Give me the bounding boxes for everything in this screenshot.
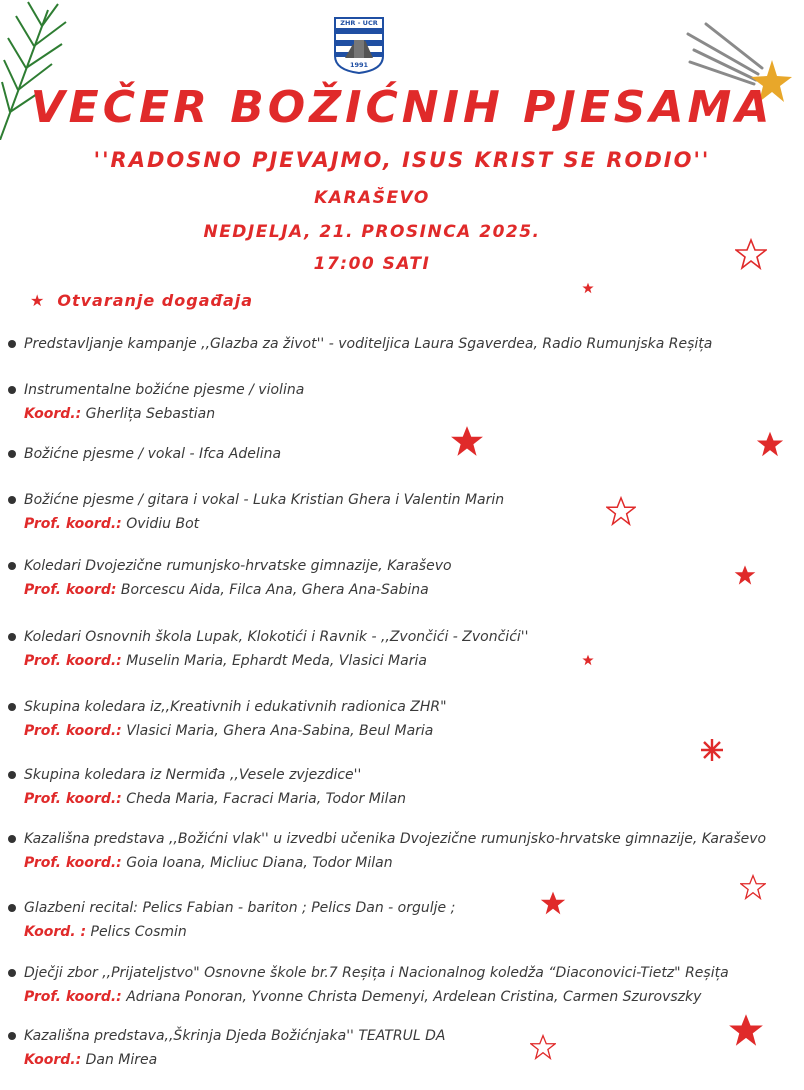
zhr-ucr-logo (333, 16, 385, 74)
coordinator-names: Adriana Ponoran, Yvonne Christa Demenyi, Ardelean Cristina, Carmen Szurovszky (121, 989, 702, 1005)
small-star-icon (582, 654, 594, 666)
program-item-title: Koledari Dvojezične rumunjsko-hrvatske gimnazije, Karaševo (24, 558, 452, 574)
subtitle: ''RADOSNO PJEVAJMO, ISUS KRIST SE RODIO'' (93, 148, 711, 172)
coordinator-names: Goia Ioana, Micliuc Diana, Todor Milan (121, 855, 393, 871)
program-item (6, 332, 796, 356)
coordinator-names: Ovidiu Bot (121, 516, 200, 532)
program-item-title: Kazališna predstava,,Škrinja Djeda Božićnjaka'' TEATRUL DA (24, 1028, 446, 1044)
coordinator-label: Prof. koord.: (24, 723, 122, 739)
bullet-icon (8, 386, 16, 394)
program-item (6, 625, 796, 673)
bullet-icon (8, 633, 16, 641)
bullet-icon (8, 562, 16, 570)
coordinator-names: Vlasici Maria, Ghera Ana-Sabina, Beul Maria (121, 723, 434, 739)
program-item-title: Božićne pjesme / vokal - Ifca Adelina (24, 446, 282, 462)
program-item (6, 695, 796, 743)
coordinator-label: Koord. : (24, 924, 87, 940)
opening-text: Otvaranje događaja (57, 291, 254, 310)
coordinator-names: Cheda Maria, Facraci Maria, Todor Milan (121, 791, 407, 807)
event-time: 17:00 SATI (313, 254, 431, 274)
program-item (6, 554, 796, 602)
program-item-title: Božićne pjesme / gitara i vokal - Luka Kristian Ghera i Valentin Marin (24, 492, 505, 508)
snowflake-star-icon (700, 738, 724, 762)
bullet-icon (8, 496, 16, 504)
coordinator-names: Gherlița Sebastian (81, 406, 216, 422)
coordinator-label: Prof. koord: (24, 582, 117, 598)
event-date: NEDJELJA, 21. PROSINCA 2025. (203, 222, 541, 242)
program-item (6, 378, 796, 426)
program-item (6, 763, 796, 811)
coordinator-names: Pelics Cosmin (86, 924, 187, 940)
bullet-icon (8, 703, 16, 711)
logo-year: 1991 (349, 61, 369, 69)
program-item (6, 1024, 796, 1072)
coordinator-label: Prof. koord.: (24, 653, 122, 669)
coordinator-names: Dan Mirea (81, 1052, 158, 1068)
coordinator-label: Prof. koord.: (24, 516, 122, 532)
coordinator-label: Prof. koord.: (24, 791, 122, 807)
program-item (6, 827, 796, 875)
program-item-title: Dječji zbor ,,Prijateljstvo" Osnovne škole br.7 Reșița i Nacionalnog koledža “Diaconovici-Tietz" Reșița (24, 965, 729, 981)
program-item-title: Instrumentalne božićne pjesme / violina (24, 382, 305, 398)
event-place: KARAŠEVO (314, 188, 430, 208)
coordinator-label: Prof. koord.: (24, 989, 122, 1005)
bullet-icon (8, 904, 16, 912)
program-item-title: Glazbeni recital: Pelics Fabian - bariton ; Pelics Dan - orgulje ; (24, 900, 456, 916)
bullet-icon (8, 340, 16, 348)
star-filled-icon (756, 430, 784, 458)
star-icon: ★ (30, 291, 46, 310)
star-outline-icon (530, 1034, 556, 1060)
star-outline-icon (606, 496, 636, 526)
coordinator-names: Borcescu Aida, Filca Ana, Ghera Ana-Sabina (116, 582, 429, 598)
star-outline-icon (740, 874, 766, 900)
program-item-title: Skupina koledara iz,,Kreativnih i edukativnih radionica ZHR" (24, 699, 447, 715)
program-item-title: Predstavljanje kampanje ,,Glazba za život'' - voditeljica Laura Sgaverdea, Radio Rumunjska Reșița (24, 336, 713, 352)
opening-line (30, 291, 253, 310)
coordinator-label: Koord.: (24, 1052, 82, 1068)
star-filled-icon (450, 424, 484, 458)
program-item-title: Koledari Osnovnih škola Lupak, Klokotići i Ravnik - ,,Zvončići - Zvončići'' (24, 629, 529, 645)
program-item (6, 488, 796, 536)
page-title: VEČER BOŽIĆNIH PJESAMA (30, 82, 774, 133)
coordinator-names: Muselin Maria, Ephardt Meda, Vlasici Maria (121, 653, 427, 669)
program-item (6, 896, 796, 944)
bullet-icon (8, 771, 16, 779)
coordinator-label: Prof. koord.: (24, 855, 122, 871)
star-filled-icon (728, 1012, 764, 1048)
bullet-icon (8, 450, 16, 458)
program-item (6, 961, 796, 1009)
star-filled-icon (540, 890, 566, 916)
star-filled-icon (734, 564, 756, 586)
program-item-title: Skupina koledara iz Nermiđa ,,Vesele zvjezdice'' (24, 767, 362, 783)
program-item-title: Kazališna predstava ,,Božićni vlak'' u izvedbi učenika Dvojezične rumunjsko-hrvatske gimnazije, Karaševo (24, 831, 767, 847)
logo-top-text: ZHR - UCR (340, 19, 378, 27)
coordinator-label: Koord.: (24, 406, 82, 422)
bullet-icon (8, 1032, 16, 1040)
star-outline-icon (735, 238, 767, 270)
bullet-icon (8, 835, 16, 843)
small-star-icon (582, 282, 594, 294)
bullet-icon (8, 969, 16, 977)
program-item (6, 442, 796, 466)
